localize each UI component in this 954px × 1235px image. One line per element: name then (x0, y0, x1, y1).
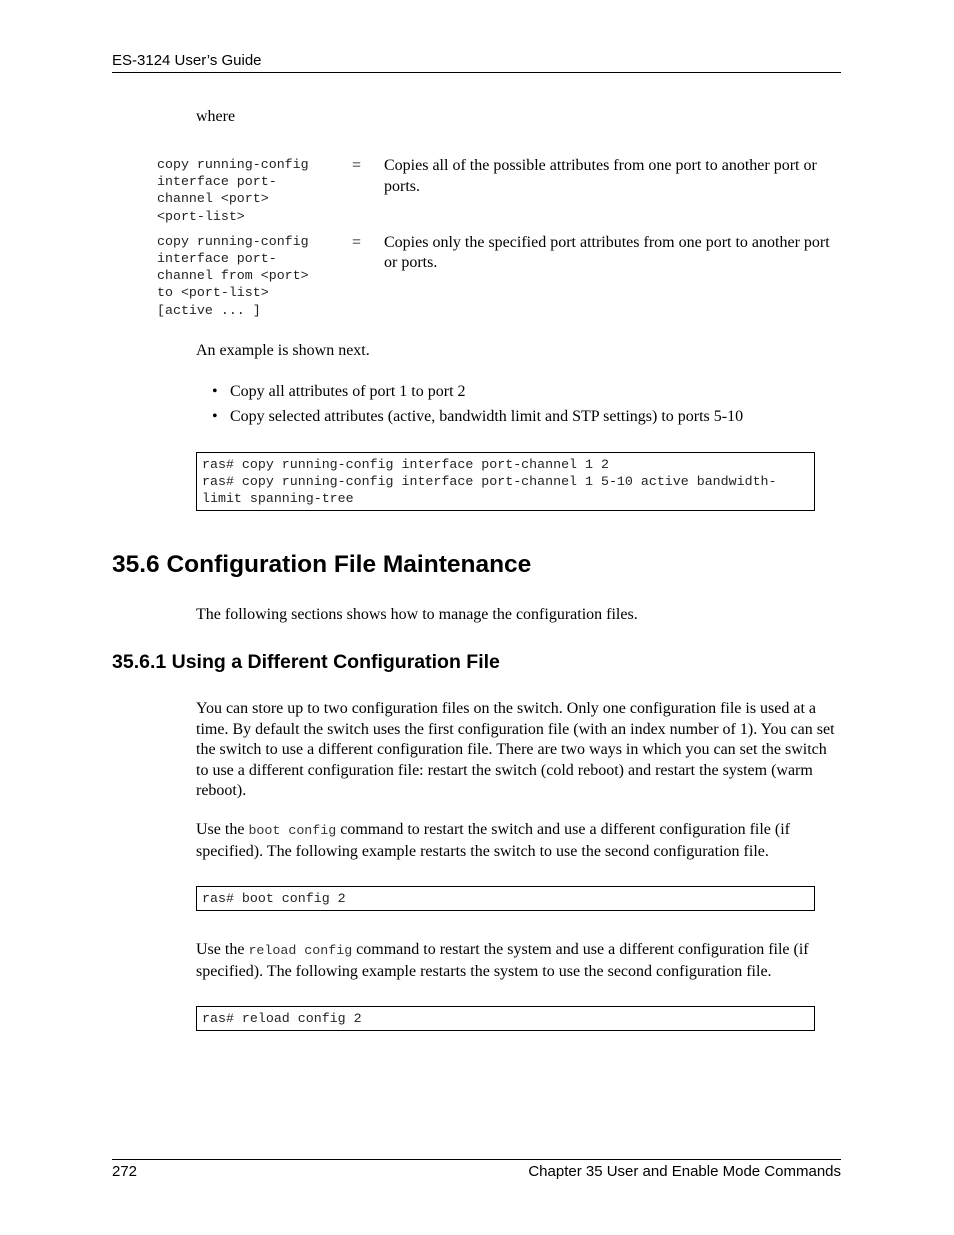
chapter-title: Chapter 35 User and Enable Mode Commands (528, 1163, 841, 1180)
paragraph: You can store up to two configuration files on the switch. Only one configuration file is used at a time. By default the switch uses the first configuration file (with an index number of 1). You can set the switch to use a different configuration file. There are two ways in which you can set the switch to use a different configuration file: restart the switch (cold reboot) and restart the system (warm reboot). (196, 700, 835, 799)
definition-row (157, 233, 847, 319)
term-line: interface port- (157, 174, 277, 190)
definition-table (157, 156, 847, 319)
text-span: command to restart the system and use a different configuration file (if specified). The following example restarts the system to use the second configuration file. (196, 941, 809, 980)
text-span: Use the (196, 941, 249, 958)
example-intro: An example is shown next. (196, 342, 370, 359)
term-line: interface port- (157, 251, 277, 267)
definition-description: Copies all of the possible attributes from one port to another port or ports. (384, 157, 817, 195)
term-line: [active ... ] (157, 302, 261, 318)
bullet-list (212, 379, 832, 429)
code-example: ras# boot config 2 (196, 886, 815, 911)
text-span: Use the (196, 821, 249, 838)
section-heading: 35.6 Configuration File Maintenance (112, 551, 532, 578)
page-header (112, 52, 841, 73)
definition-term (157, 233, 352, 319)
term-line: copy running-config (157, 157, 309, 172)
term-line: channel <port> (157, 191, 269, 207)
code-example: ras# copy running-config interface port-channel 1 2 ras# copy running-config interface port-channel 1 5-10 active bandwidth- limit spanning-tree (196, 452, 815, 511)
definition-description: Copies only the specified port attributes from one port to another port or ports. (384, 233, 830, 272)
inline-command: reload config (248, 943, 353, 958)
equals-sign: = (352, 233, 362, 251)
where-label: where (196, 108, 236, 125)
section-intro: The following sections shows how to manage the configuration files. (196, 606, 638, 623)
guide-title: ES-3124 User’s Guide (112, 52, 262, 69)
text-span: command to restart the switch and use a different configuration file (if specified). The following example restarts the switch to use the second configuration file. (196, 821, 790, 860)
term-line: channel from <port> (157, 268, 309, 284)
paragraph (196, 940, 841, 982)
subsection-heading: 35.6.1 Using a Different Configuration File (112, 651, 500, 673)
definition-row (157, 156, 847, 225)
term-line: copy running-config (157, 233, 309, 249)
term-line: to <port-list> (157, 285, 269, 301)
term-line: <port-list> (157, 208, 245, 224)
definition-term (157, 156, 352, 225)
page-number: 272 (112, 1163, 138, 1180)
inline-command: boot config (248, 823, 337, 838)
paragraph (196, 820, 841, 862)
list-item: • Copy all attributes of port 1 to port 2 (212, 379, 832, 404)
list-item: • Copy selected attributes (active, bandwidth limit and STP settings) to ports 5-10 (212, 404, 832, 429)
code-example: ras# reload config 2 (196, 1006, 815, 1031)
equals-sign: = (352, 157, 362, 174)
page-footer (112, 1159, 841, 1180)
